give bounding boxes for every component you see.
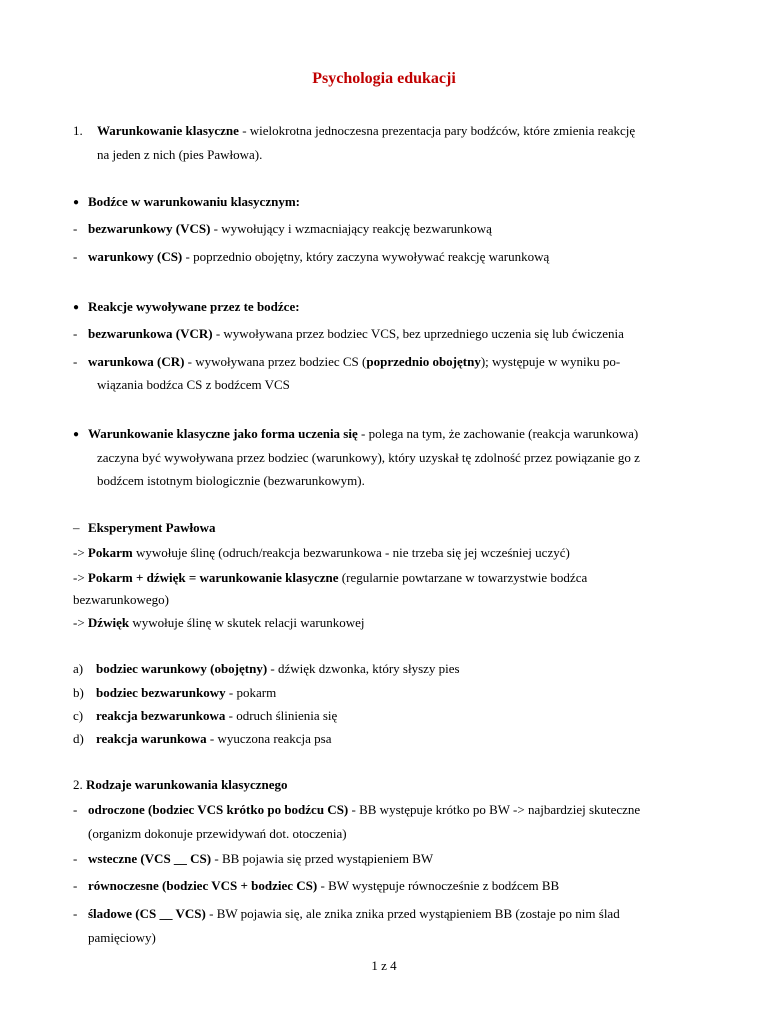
section2-number: 2. [73,777,86,792]
experiment-line3-text [73,614,364,632]
section2-item4-desc: - BW pojawia się, ale znika znika przed wystąpieniem BB (zostaje po nim ślad [205,906,620,921]
section2-item2-term: wsteczne (VCS __ CS) [88,851,212,866]
lettered-item-desc: - dźwięk dzwonka, który słyszy pies [267,661,460,676]
section2-item4-text [88,905,620,923]
reactions-item2-desc-a: - wywoływana przez bodziec CS ( [184,354,367,369]
lettered-item-text [96,707,337,725]
experiment-l1-bold: Pokarm [87,545,133,560]
lettered-item-text [96,730,332,748]
dash-marker: - [73,326,78,341]
experiment-l2-bold: Pokarm + dźwięk = warunkowanie klasyczne [87,570,339,585]
section2-item1-text [88,801,640,819]
dash-marker: - [73,354,78,369]
lettered-item-term: reakcja bezwarunkowa [96,708,226,723]
lettered-item-term: bodziec bezwarunkowy [96,685,226,700]
stimuli-heading: Bodźce w warunkowaniu klasycznym: [88,194,300,209]
stimuli-item-desc: - poprzednio obojętny, który zaczyna wywoływać reakcję warunkową [182,249,550,264]
arrow-marker: -> [73,545,88,560]
experiment-l2-text: (regularnie powtarzane w towarzystwie bodźca [338,570,588,585]
reactions-item2-desc-b: ); występuje w wyniku po- [480,354,621,369]
page-title: Psychologia edukacji [312,70,456,87]
reactions-item1-text [88,325,624,343]
reactions-item1-desc: - wywoływana przez bodziec VCS, bez uprzedniego uczenia się lub ćwiczenia [212,326,624,341]
lettered-item-text [96,684,276,702]
dash-marker: - [73,221,78,236]
stimuli-item-text [88,220,492,238]
stimuli-item-desc: - wywołujący i wzmacniający reakcję bezwarunkową [210,221,492,236]
section2-item1-line2: (organizm dokonuje przewidywań dot. otoczenia) [88,826,347,841]
reactions-item2-line2: wiązania bodźca CS z bodźcem VCS [97,377,290,392]
bullet-icon: ● [73,197,80,208]
reactions-heading: Reakcje wywoływane przez te bodźce: [88,299,300,314]
lettered-item-desc: - odruch ślinienia się [225,708,338,723]
arrow-marker: -> [73,570,88,585]
dash-marker: - [73,906,78,921]
letter-marker: d) [73,731,84,746]
learning-desc-line2: zaczyna być wywoływana przez bodziec (warunkowy), który uzyskał tę zdolność przez powiązanie go z [97,450,640,465]
stimuli-item-term: bezwarunkowy (VCS) [88,221,211,236]
experiment-line2-text [73,569,587,587]
section1-term: Warunkowanie klasyczne [97,123,239,138]
dash-marker: - [73,802,78,817]
learning-text [88,425,638,443]
section1-def-line2: na jeden z nich (pies Pawłowa). [97,147,263,162]
stimuli-item-text [88,248,549,266]
letter-marker: b) [73,685,84,700]
experiment-l1-text: wywołuje ślinę (odruch/reakcja bezwarunkowa - nie trzeba się jej wcześniej uczyć) [132,545,570,560]
lettered-item-desc: - wyuczona reakcja psa [206,731,332,746]
learning-desc-line3: bodźcem istotnym biologicznie (bezwarunkowym). [97,473,365,488]
section2-item3-text [88,877,559,895]
dash-marker: - [73,249,78,264]
section2-heading-text [73,776,288,794]
letter-marker: a) [73,661,84,676]
dash-marker: – [73,520,80,535]
lettered-item-term: bodziec warunkowy (obojętny) [96,661,268,676]
reactions-item2-term: warunkowa (CR) [88,354,185,369]
experiment-l2-line2: bezwarunkowego) [73,592,170,607]
experiment-l3-text: wywołuje ślinę w skutek relacji warunkowej [129,615,365,630]
experiment-l3-bold: Dźwięk [87,615,130,630]
reactions-item1-term: bezwarunkowa (VCR) [88,326,213,341]
section2-item2-text [88,850,433,868]
section2-item2-desc: - BB pojawia się przed wystąpieniem BW [211,851,434,866]
section2-heading: Rodzaje warunkowania klasycznego [86,777,288,792]
experiment-line1-text [73,544,570,562]
arrow-marker: -> [73,615,88,630]
section2-item1-desc: - BB występuje krótko po BW -> najbardziej skuteczne [348,802,641,817]
reactions-item2-bold: poprzednio obojętny [366,354,481,369]
page-number: 1 z 4 [371,958,397,973]
bullet-icon: ● [73,302,80,313]
dash-marker: - [73,878,78,893]
stimuli-item-term: warunkowy (CS) [88,249,183,264]
section1-number: 1. [73,123,83,138]
experiment-heading: Eksperyment Pawłowa [88,520,216,535]
section2-item4-line2: pamięciowy) [88,930,156,945]
lettered-item-desc: - pokarm [225,685,277,700]
section1-def-line1: - wielokrotna jednoczesna prezentacja pary bodźców, które zmienia reakcję [238,123,636,138]
learning-term: Warunkowanie klasyczne jako forma uczenia się [88,426,358,441]
section2-item1-term: odroczone (bodziec VCS krótko po bodźcu CS) [88,802,349,817]
section2-item4-term: śladowe (CS __ VCS) [88,906,206,921]
section2-item3-desc: - BW występuje równocześnie z bodźcem BB [317,878,560,893]
section1-text [97,122,635,140]
letter-marker: c) [73,708,84,723]
lettered-item-term: reakcja warunkowa [96,731,207,746]
reactions-item2-text [88,353,620,371]
bullet-icon: ● [73,429,80,440]
learning-desc-line1: - polega na tym, że zachowanie (reakcja warunkowa) [357,426,639,441]
dash-marker: - [73,851,78,866]
lettered-item-text [96,660,460,678]
section2-item3-term: równoczesne (bodziec VCS + bodziec CS) [88,878,318,893]
